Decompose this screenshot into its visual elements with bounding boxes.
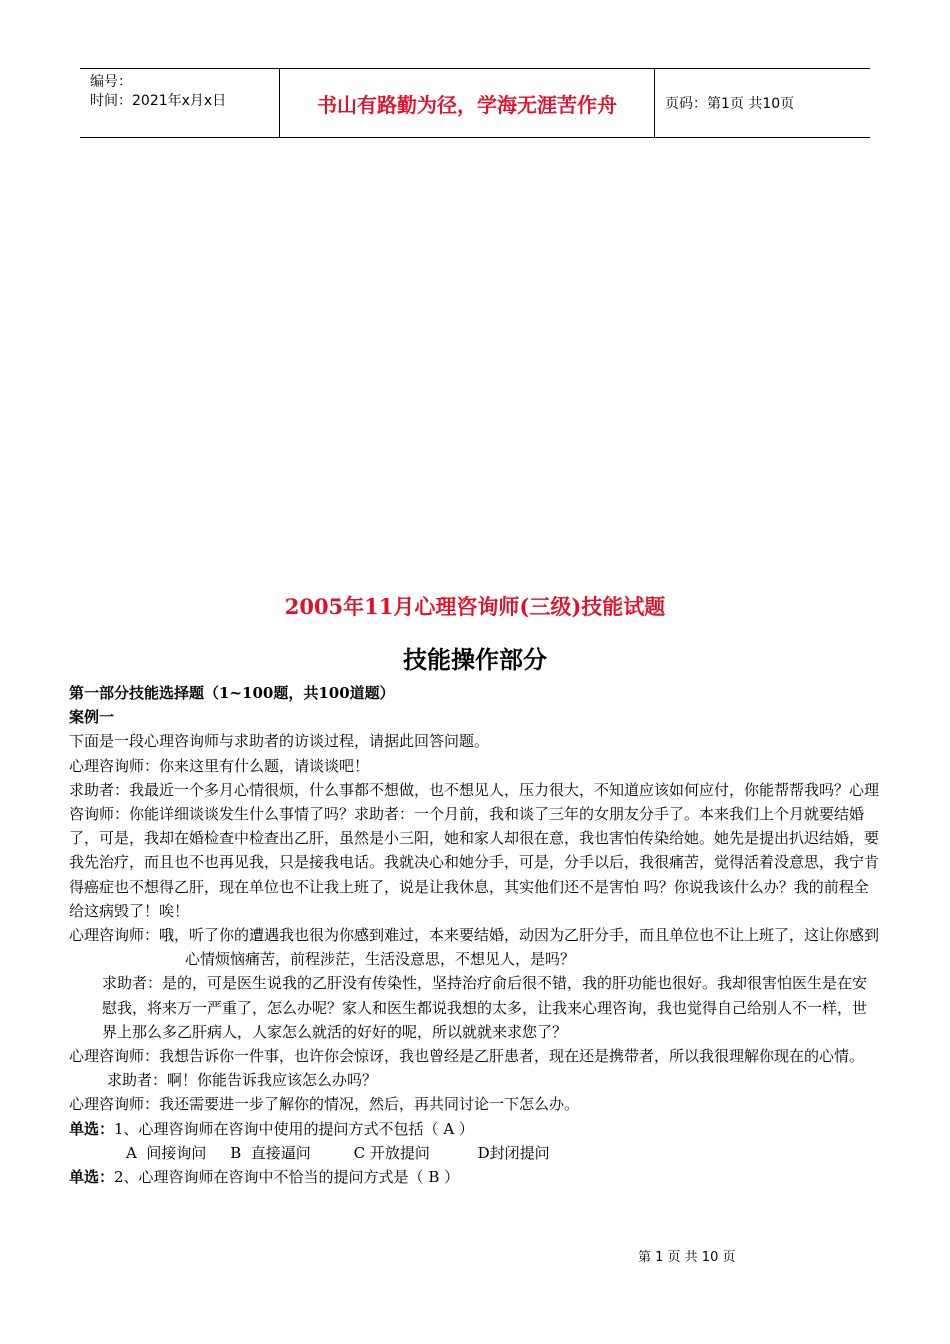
question xyxy=(69,1165,881,1189)
case-heading: 案例一 xyxy=(69,708,115,727)
document-body xyxy=(69,681,881,1189)
dialogue-line: 心理咨询师：哦，听了你的遭遇我也很为你感到难过，本来要结婚，动因为乙肝分手，而且单位也不让上班了，这让你感到心情烦恼痛苦，前程涉茫，生活没意思，不想见人，是吗？ xyxy=(69,926,880,969)
page-header xyxy=(80,68,870,138)
page-footer: 第 1 页 共 10 页 xyxy=(638,1250,736,1265)
dialogue-line: 心理咨询师：你来这里有什么题，请谈谈吧！ xyxy=(69,756,370,775)
document-title: 2005年11月心理咨询师(三级)技能试题 xyxy=(284,594,666,619)
question-text: 1、心理咨询师在咨询中使用的提问方式不包括（ A ） xyxy=(114,1119,474,1138)
dialogue-line: 求助者：我最近一个多月心情很烦，什么事都不想做，也不想见人，压力很大，不知道应该如何应付，你能帮帮我吗？心理咨询师：你能详细谈谈发生什么事情了吗？求助者：一个月前，我和谈了三年的女朋友分手了。本来我们上个月就要结婚了，可是，我却在婚检查中检查出乙肝，虽然是小三阳，她和家人却很在意，我也害怕传染给她。她先是提出扒迟结婚，要我先治疗，而且也不也再见我，只是接我电话。我就决心和她分手，可是，分手以后，我很痛苦，觉得活着没意思，我宁肯得癌症也不想得乙肝，现在单位也不让我上班了，说是让我休息，其实他们还不是害怕 吗？你说我该什么办？我的前程全给这病毁了！唉！ xyxy=(69,780,880,920)
header-meta xyxy=(80,69,280,137)
question-options: A 间接询问 B 直接逼问 C 开放提问 D封闭提问 xyxy=(126,1143,550,1162)
intro-text: 下面是一段心理咨询师与求助者的访谈过程，请据此回答问题。 xyxy=(69,732,490,751)
dialogue-line: 心理咨询师：我想告诉你一件事，也许你会惊讶，我也曾经是乙肝患者，现在还是携带者，所以我很理解你现在的心情。 xyxy=(69,1047,865,1066)
question xyxy=(69,1117,881,1141)
dialogue-line: 求助者：啊！你能告诉我应该怎么办吗？ xyxy=(107,1071,378,1090)
header-page-info: 页码：第1页 共10页 xyxy=(665,96,795,112)
dialogue-line: 心理咨询师：我还需要进一步了解你的情况，然后，再共同讨论一下怎么办。 xyxy=(69,1095,580,1114)
document-subtitle: 技能操作部分 xyxy=(403,646,547,674)
section-heading: 第一部分技能选择题（1~100题，共100道题） xyxy=(69,684,395,702)
question-text: 2、心理咨询师在咨询中不恰当的提问方式是（ B ） xyxy=(114,1168,460,1187)
question-label: 单选： xyxy=(69,1168,115,1187)
question-label: 单选： xyxy=(69,1119,115,1138)
time-label: 时间：2021年x月x日 xyxy=(90,93,227,109)
dialogue-line: 求助者：是的，可是医生说我的乙肝没有传染性，坚持治疗俞后很不错，我的肝功能也很好。我却很害怕医生是在安慰我，将来万一严重了，怎么办呢？家人和医生都说我想的太多，让我来心理咨询，我也觉得自己给别人不一样，世界上那么多乙肝病人，人家怎么就活的好好的呢，所以就就来求您了？ xyxy=(102,974,868,1041)
serial-label: 编号： xyxy=(90,74,132,90)
header-motto: 书山有路勤为径，学海无涯苦作舟 xyxy=(280,69,655,137)
